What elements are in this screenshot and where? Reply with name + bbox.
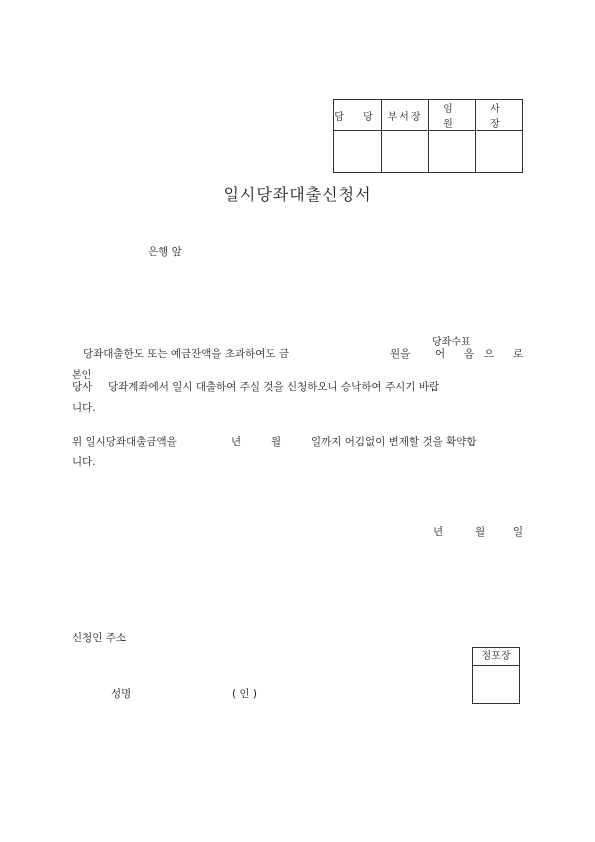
body-line-1: 당좌대출한도 또는 예금잔액을 초과하여도 금 — [83, 348, 290, 360]
check-type-label: 당좌수표 — [432, 337, 471, 348]
bank-addressee: 은행 앞 — [148, 246, 182, 258]
date-month-label: 월 — [475, 526, 486, 538]
date-year-label: 년 — [433, 526, 444, 538]
branch-manager-seal-box — [472, 647, 520, 704]
branch-manager-sign-area[interactable] — [473, 666, 519, 703]
date-day-label: 일 — [513, 526, 524, 538]
approval-header-dept-head: 부서장 — [382, 100, 429, 131]
applicant-address-label: 신청인 주소 — [72, 632, 127, 644]
approval-header-executive: 임 원 — [429, 100, 476, 131]
document-title: 일시당좌대출신청서 — [223, 185, 372, 204]
branch-manager-label: 점포장 — [473, 648, 519, 666]
body-line-4-rest: 일까지 어김없이 변제할 것을 확약합 — [311, 436, 477, 448]
seal-mark: ( 인 ) — [232, 688, 258, 700]
body-line-1-char: 으 — [484, 348, 495, 360]
body-line-1-char: 음 — [464, 348, 475, 360]
body-line-2: 당좌계좌에서 일시 대출하여 주실 것을 신청하오니 승낙하여 주시기 바랍 — [108, 381, 439, 393]
body-line-1-char: 로 — [513, 348, 524, 360]
approval-sign-cell[interactable] — [334, 131, 382, 173]
approval-sign-cell[interactable] — [429, 131, 476, 173]
repay-year-label: 년 — [231, 436, 242, 448]
body-line-5: 니다. — [72, 456, 96, 468]
approval-header-president: 사 장 — [476, 100, 523, 131]
body-line-4: 위 일시당좌대출금액을 — [72, 436, 177, 448]
applicant-name-label: 성명 — [111, 688, 132, 700]
body-line-3: 니다. — [72, 402, 96, 414]
approval-sign-cell[interactable] — [382, 131, 429, 173]
applicant-type-company: 당사 — [72, 381, 93, 393]
body-line-1-char: 어 — [435, 348, 446, 360]
approval-table — [333, 99, 523, 173]
applicant-type-label: 본인 — [72, 370, 92, 381]
approval-header-staff: 담 당 — [334, 100, 382, 131]
repay-month-label: 월 — [271, 436, 282, 448]
approval-sign-cell[interactable] — [476, 131, 523, 173]
amount-won-label: 원을 — [390, 348, 411, 360]
